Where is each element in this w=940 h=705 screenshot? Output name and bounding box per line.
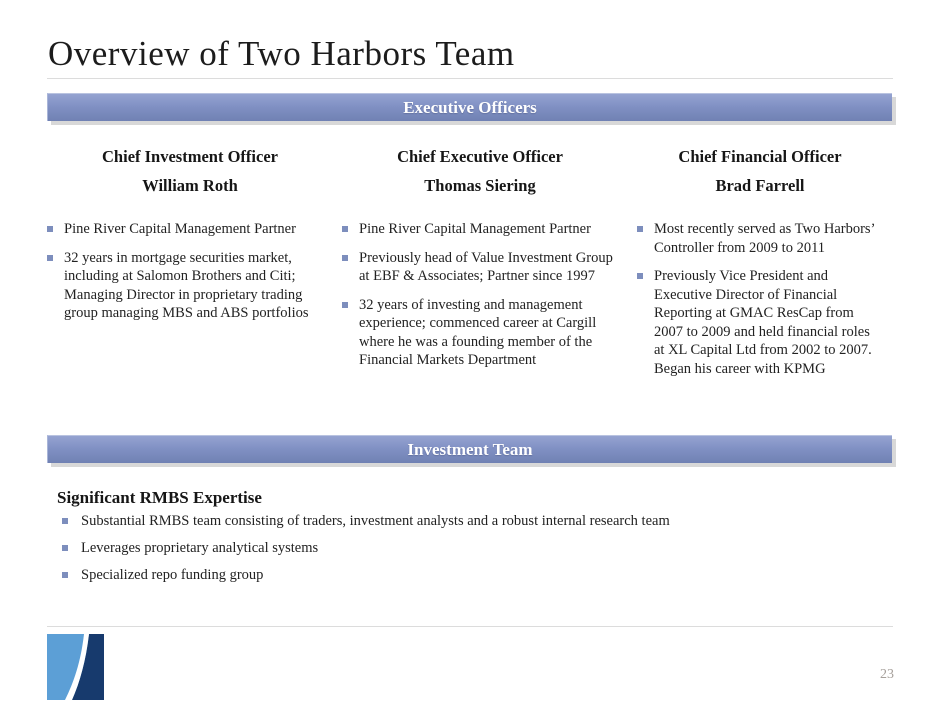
- list-item: [62, 539, 863, 557]
- investment-bullet-list: [62, 512, 863, 584]
- square-bullet-icon: [62, 572, 68, 578]
- officer-column-cfo: [627, 146, 893, 388]
- executive-officers-banner-label: Executive Officers: [403, 98, 537, 117]
- two-harbors-logo-icon: [47, 634, 104, 700]
- investment-heading: Significant RMBS Expertise: [57, 488, 262, 507]
- officer-title: Chief Financial Officer: [678, 147, 842, 166]
- bullet-text: Pine River Capital Management Partner: [64, 221, 296, 237]
- list-item: [342, 249, 618, 286]
- investment-team-banner-label: Investment Team: [407, 440, 533, 459]
- square-bullet-icon: [62, 518, 68, 524]
- bullet-text: Most recently served as Two Harbors’ Controller from 2009 to 2011: [654, 221, 875, 256]
- executive-officers-columns: [47, 146, 893, 388]
- square-bullet-icon: [342, 255, 348, 261]
- page-number: 23: [880, 667, 894, 682]
- officer-name: William Roth: [142, 176, 238, 195]
- square-bullet-icon: [637, 273, 643, 279]
- list-item: [62, 566, 863, 584]
- title-divider: [47, 78, 893, 79]
- officer-name: Thomas Siering: [424, 176, 536, 195]
- list-item: [342, 296, 618, 370]
- bullet-text: Leverages proprietary analytical systems: [81, 540, 319, 556]
- officer-title: Chief Executive Officer: [397, 147, 563, 166]
- square-bullet-icon: [342, 302, 348, 308]
- bullet-text: Specialized repo funding group: [81, 567, 264, 583]
- footer-divider: [47, 626, 893, 627]
- officer-column-ceo: [342, 146, 618, 388]
- officer-name: Brad Farrell: [715, 176, 805, 195]
- investment-team-section: [57, 487, 863, 593]
- square-bullet-icon: [62, 545, 68, 551]
- investment-team-banner: [47, 435, 892, 463]
- list-item: [637, 220, 883, 257]
- bullet-text: 32 years of investing and management experience; commenced career at Cargill where he was a founding member of the Financial Markets Department: [359, 296, 597, 368]
- list-item: [47, 249, 333, 323]
- page-title: Overview of Two Harbors Team: [48, 34, 515, 73]
- list-item: [637, 267, 883, 378]
- list-item: [47, 220, 333, 239]
- square-bullet-icon: [342, 226, 348, 232]
- bullet-text: Previously Vice President and Executive Director of Financial Reporting at GMAC ResCap from 2007 to 2009 and held financial roles at XL Capital Ltd from 2002 to 2007. Began his career with KPMG: [654, 268, 872, 377]
- bullet-text: Pine River Capital Management Partner: [359, 221, 591, 237]
- officer-bullet-list: [342, 220, 618, 370]
- square-bullet-icon: [47, 226, 53, 232]
- executive-officers-banner: [47, 93, 892, 121]
- officer-bullet-list: [637, 220, 883, 378]
- bullet-text: Previously head of Value Investment Group at EBF & Associates; Partner since 1997: [359, 249, 613, 284]
- square-bullet-icon: [47, 255, 53, 261]
- list-item: [62, 512, 863, 530]
- list-item: [342, 220, 618, 239]
- square-bullet-icon: [637, 226, 643, 232]
- officer-title: Chief Investment Officer: [102, 147, 278, 166]
- officer-bullet-list: [47, 220, 333, 323]
- bullet-text: Substantial RMBS team consisting of traders, investment analysts and a robust internal research team: [81, 513, 670, 529]
- officer-column-cio: [47, 146, 333, 388]
- bullet-text: 32 years in mortgage securities market, including at Salomon Brothers and Citi; Managing Director in proprietary trading group managing MBS and ABS portfolios: [64, 249, 309, 321]
